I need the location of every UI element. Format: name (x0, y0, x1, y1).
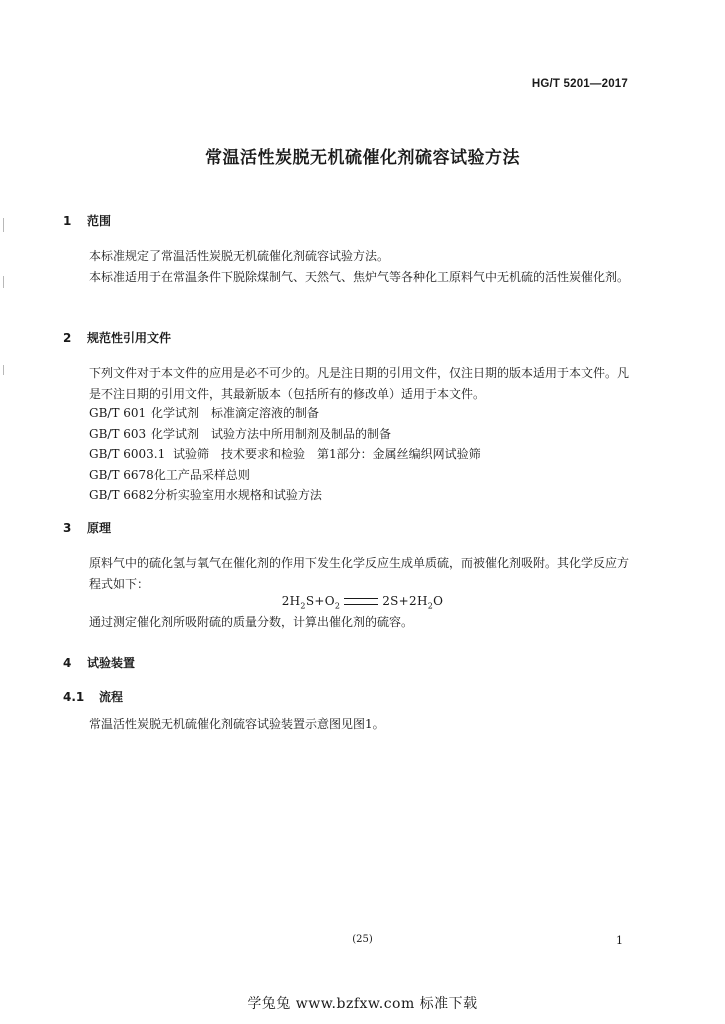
section-heading-apparatus (63, 654, 135, 671)
paragraph-text: 通过测定催化剂所吸附硫的质量分数，计算出催化剂的硫容。 (89, 615, 414, 629)
reference-code: GB/T 6678 (89, 467, 154, 482)
section-heading-principle (63, 519, 111, 536)
document-title: 常温活性炭脱无机硫催化剂硫容试验方法 (205, 148, 520, 168)
page-number-center: (25) (352, 934, 373, 945)
equation-subscript: 2 (300, 601, 306, 611)
equation-part: 2H (281, 594, 301, 608)
section-number: 2 (63, 331, 72, 345)
section-title: 规范性引用文件 (87, 331, 172, 345)
reference-title: 化工产品采样总则 (153, 467, 250, 482)
paragraph-text: 原料气中的硫化氢与氧气在催化剂的作用下发生化学反应生成单质硫，而被催化剂吸附。其化学反应方程式如下： (89, 556, 630, 591)
scan-margin-mark (3, 276, 4, 288)
section-title: 试验装置 (87, 656, 136, 670)
reference-code: GB/T 603 (89, 426, 147, 441)
equation-subscript: 2 (334, 601, 341, 611)
page-number-right: 1 (616, 934, 623, 947)
subsection-heading-flow (63, 688, 123, 705)
reference-title: 化学试剂 试验方法中所用制剂及制品的制备 (151, 426, 392, 441)
reference-code: GB/T 601 (89, 406, 147, 420)
reference-title: 分析实验室用水规格和试验方法 (153, 488, 322, 502)
subsection-number: 4.1 (63, 690, 85, 704)
section-number: 3 (63, 521, 72, 535)
equation-part: S+O (305, 594, 335, 608)
scope-paragraph-1 (63, 246, 629, 267)
reference-list (89, 403, 481, 506)
reference-code: GB/T 6003.1 (89, 447, 166, 461)
principle-conclusion (63, 612, 629, 633)
reference-item (89, 465, 481, 486)
paragraph-text: 下列文件对于本文件的应用是必不可少的。凡是注日期的引用文件，仅注日期的版本适用于本文件。凡是不注日期的引用文件，其最新版本（包括所有的修改单）适用于本文件。 (89, 366, 630, 401)
reference-code: GB/T 6682 (89, 488, 154, 502)
section-title: 原理 (87, 521, 112, 535)
equals-sign (344, 598, 378, 605)
standard-code: HG/T 5201—2017 (531, 78, 628, 90)
reference-item (89, 424, 481, 445)
reference-title: 试验筛 技术要求和检验 第1部分：金属丝编织网试验筛 (173, 447, 481, 461)
equation-part: 2S+2H (382, 594, 428, 608)
subsection-title: 流程 (99, 690, 124, 704)
reference-item (89, 444, 481, 465)
reference-item (89, 403, 481, 424)
scope-paragraph-2 (63, 267, 629, 288)
chemical-equation (0, 594, 725, 610)
reference-title: 化学试剂 标准滴定溶液的制备 (151, 406, 320, 420)
paragraph-text: 本标准适用于在常温条件下脱除煤制气、天然气、焦炉气等各种化工原料气中无机硫的活性炭催化剂。 (89, 270, 630, 284)
section-number: 4 (63, 656, 72, 670)
equation-part: O (433, 594, 444, 608)
scan-margin-mark (3, 365, 4, 375)
reference-item (89, 485, 481, 506)
footer-watermark: 学兔兔 www.bzfxw.com 标准下载 (247, 996, 478, 1012)
flow-paragraph (63, 714, 629, 735)
references-intro (63, 363, 629, 405)
scan-margin-mark (3, 218, 4, 232)
paragraph-text: 本标准规定了常温活性炭脱无机硫催化剂硫容试验方法。 (89, 249, 390, 263)
equation-subscript: 2 (427, 601, 434, 611)
section-number: 1 (63, 214, 72, 228)
section-heading-scope (63, 212, 111, 229)
section-title: 范围 (87, 214, 112, 228)
principle-paragraph (63, 553, 629, 595)
section-heading-normative-references (63, 329, 171, 346)
paragraph-text: 常温活性炭脱无机硫催化剂硫容试验装置示意图见图1。 (89, 717, 385, 731)
